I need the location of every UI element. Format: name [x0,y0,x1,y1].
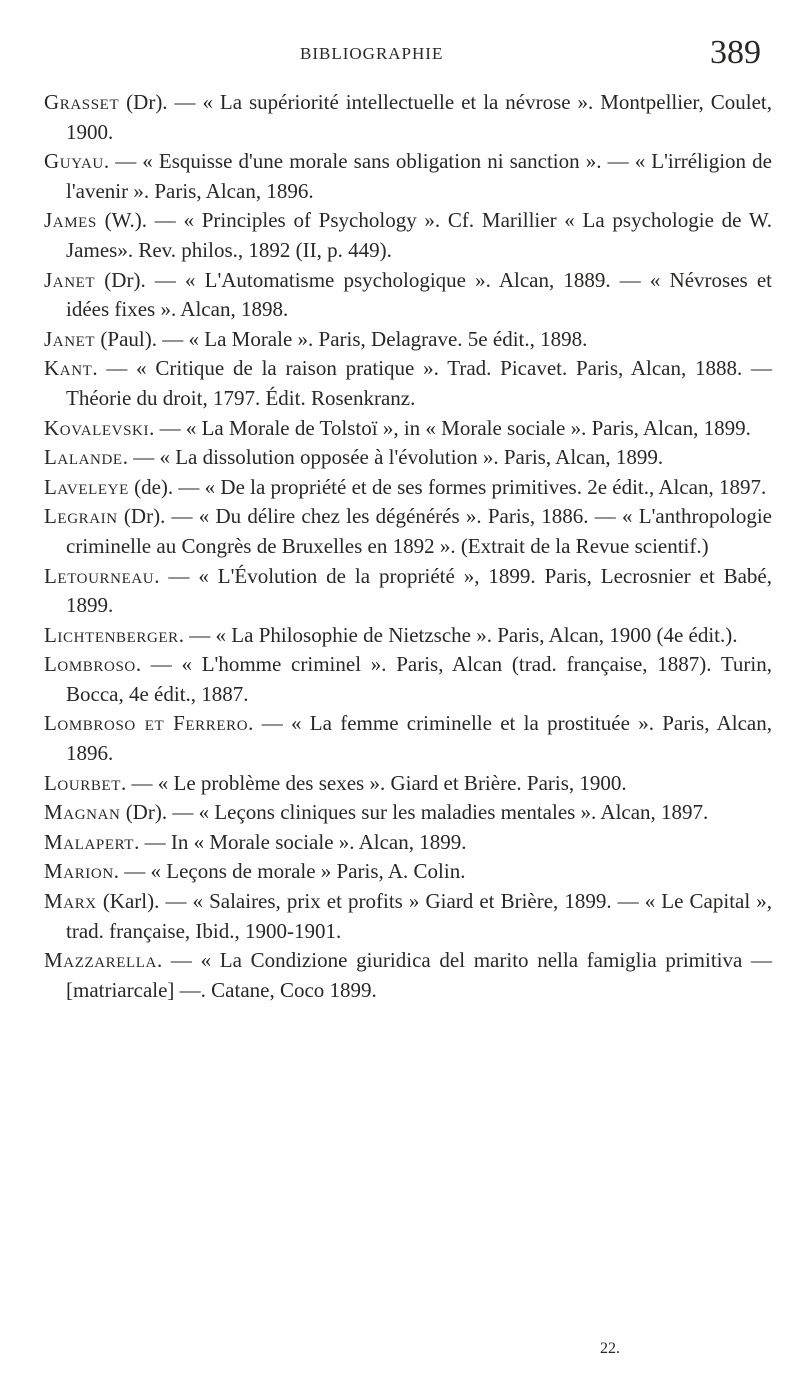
entry-author: Marx [44,889,97,914]
bibliography-entry [44,887,772,946]
entry-author: Magnan [44,800,121,825]
entry-text: . — « La Condizione giuridica del marito nella famiglia primitiva — [matriarcale] —. Catane, Coco 1899. [66,948,772,1002]
entry-author: Letourneau [44,563,155,588]
bibliography-entry [44,414,772,444]
entry-author: Malapert [44,829,135,854]
entry-author: Grasset [44,90,120,114]
entry-text: (Paul). — « La Morale ». Paris, Delagrave. 5e édit., 1898. [95,326,588,351]
signature-mark: 22. [600,1340,620,1357]
entry-text: . — « Leçons de morale » Paris, A. Colin. [113,859,466,884]
bibliography-entry [44,650,772,709]
entry-text: . — « La femme criminelle et la prostituée ». Paris, Alcan, 1896. [66,711,773,766]
bibliography-list [44,88,772,1005]
entry-text: . — « Esquisse d'une morale sans obligation ni sanction ». — « L'irréligion de l'avenir ». Paris, Alcan, 1896. [66,149,772,203]
entry-author: Lalande [44,445,123,470]
entry-author: Lourbet [44,770,122,795]
entry-text: . — In « Morale sociale ». Alcan, 1899. [134,829,467,854]
entry-text: (Dr). — « La supériorité intellectuelle et la névrose ». Montpellier, Coulet, 1900. [66,90,772,144]
entry-author: Guyau [44,149,104,174]
running-head: BIBLIOGRAPHIE [300,44,444,63]
bibliography-entry [44,857,772,887]
bibliography-entry [44,88,772,147]
entry-author: Laveleye [44,474,129,499]
bibliography-entry [44,325,772,355]
entry-text: (Dr). — « Leçons cliniques sur les maladies mentales ». Alcan, 1897. [120,800,709,825]
entry-text: . — « Critique de la raison pratique ». Trad. Picavet. Paris, Alcan, 1888. — Théorie du droit, 1797. Édit. Rosenkranz. [66,356,772,410]
entry-author: Kant [44,356,93,381]
entry-author: James [44,208,97,233]
bibliography-entry [44,769,772,799]
entry-author: Janet [44,267,96,292]
entry-author: Kovalevski [44,415,150,440]
entry-text: . — « La Philosophie de Nietzsche ». Paris, Alcan, 1900 (4e édit.). [178,622,738,647]
bibliography-entry [44,354,772,413]
page-number: 389 [710,34,761,71]
bibliography-entry [44,946,772,1005]
bibliography-entry [44,828,772,858]
bibliography-entry [44,443,772,473]
bibliography-entry [44,621,772,651]
entry-text: . — « La dissolution opposée à l'évolution ». Paris, Alcan, 1899. [122,445,664,470]
entry-author: Legrain [44,504,118,529]
entry-text: (Karl). — « Salaires, prix et profits » Giard et Brière, 1899. — « Le Capital », trad. française, Ibid., 1900-1901. [66,889,772,943]
page-header [0,36,800,76]
bibliography-entry [44,147,772,206]
entry-author: Janet [44,326,96,351]
entry-text: (W.). — « Principles of Psychology ». Cf. Marillier « La psychologie de W. James». Rev. philos., 1892 (II, p. 449). [66,208,772,262]
entry-author: Marion [44,859,114,884]
entry-author: Lombroso et Ferrero [44,711,249,736]
entry-author: Lombroso [44,652,136,677]
entry-text: . — « L'homme criminel ». Paris, Alcan (trad. française, 1887). Turin, Bocca, 4e édit., 1887. [66,652,772,706]
entry-author: Lichtenberger [44,622,179,647]
entry-text: (Dr). — « Du délire chez les dégénérés ». Paris, 1886. — « L'anthropologie criminelle au Congrès de Bruxelles en 1892 ». (Extrait de la Revue scientif.) [66,504,772,558]
bibliography-entry [44,709,772,768]
entry-text: . — « Le problème des sexes ». Giard et Brière. Paris, 1900. [121,770,627,795]
entry-text: . — « L'Évolution de la propriété », 1899. Paris, Lecrosnier et Babé, 1899. [66,563,772,618]
entry-text: (de). — « De la propriété et de ses formes primitives. 2e édit., Alcan, 1897. [128,474,767,499]
bibliography-entry [44,798,772,828]
bibliography-entry [44,473,772,503]
bibliography-entry [44,562,772,621]
bibliography-entry [44,266,772,325]
entry-author: Mazzarella [44,948,157,973]
bibliography-entry [44,502,772,561]
entry-text: . — « La Morale de Tolstoï », in « Morale sociale ». Paris, Alcan, 1899. [149,415,751,440]
bibliography-entry [44,206,772,265]
entry-text: (Dr). — « L'Automatisme psychologique ». Alcan, 1889. — « Névroses et idées fixes ». Alcan, 1898. [66,267,772,322]
